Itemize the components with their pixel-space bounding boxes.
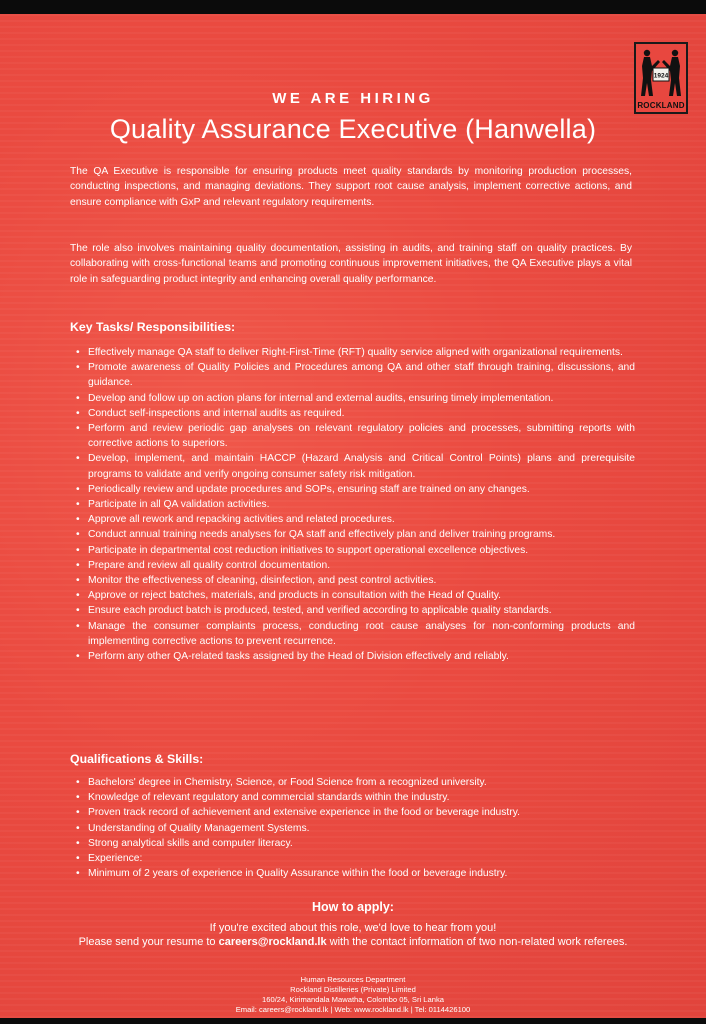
footer-company: Rockland Distilleries (Private) Limited	[290, 985, 416, 994]
top-frame-bar	[0, 0, 706, 14]
list-item: • Strong analytical skills and computer literacy.	[88, 836, 635, 851]
company-footer	[0, 975, 706, 1015]
job-title: Quality Assurance Executive (Hanwella)	[109, 114, 597, 144]
list-item: • Proven track record of achievement and extensive experience in the food or beverage industry.	[88, 805, 635, 820]
list-item: • Ensure each product batch is produced, tested, and verified according to applicable quality standards.	[88, 603, 635, 618]
footer-department: Human Resources Department	[300, 975, 406, 984]
list-item: • Bachelors' degree in Chemistry, Science, or Food Science from a recognized university.	[88, 775, 635, 790]
apply-line-2-prefix: Please send your resume to	[78, 936, 219, 948]
list-item: • Approve all rework and repacking activities and related procedures.	[88, 512, 635, 527]
list-item: • Develop, implement, and maintain HACCP (Hazard Analysis and Critical Control Points) plans and prerequisite programs to validate and verify ongoing consumer safety risk mitigation.	[88, 451, 635, 481]
careers-email-link[interactable]: careers@rockland.lk	[218, 936, 327, 948]
apply-line-1: If you're excited about this role, we'd love to hear from you!	[209, 922, 497, 934]
list-item: • Monitor the effectiveness of cleaning, disinfection, and pest control activities.	[88, 573, 635, 588]
bottom-frame-bar	[0, 1018, 706, 1024]
qualifications-heading: Qualifications & Skills:	[70, 752, 204, 766]
list-item: • Participate in all QA validation activities.	[88, 497, 635, 512]
list-item: • Promote awareness of Quality Policies and Procedures among QA and other staff through training, discussions, and guidance.	[88, 360, 635, 390]
list-item: • Perform any other QA-related tasks assigned by the Head of Division effectively and reliably.	[88, 649, 635, 664]
list-item: • Participate in departmental cost reduction initiatives to support operational excellence objectives.	[88, 543, 635, 558]
list-item: • Experience:	[88, 851, 635, 866]
intro-paragraph-2: The role also involves maintaining quality documentation, assisting in audits, and training staff on quality practices. By collaborating with cross-functional teams and promoting continuous improvement initiatives, the QA Executive plays a vital role in safeguarding product integrity and enhancing overall quality performance.	[70, 243, 632, 285]
footer-address: 160/24, Kirimandala Mawatha, Colombo 05, Sri Lanka	[262, 995, 444, 1004]
intro-paragraph-1: The QA Executive is responsible for ensuring products meet quality standards by monitoring production processes, conducting inspections, and managing deviations. They support root cause analysis, implement corrective actions, and ensure compliance with GxP and relevant regulatory requirements.	[70, 166, 632, 208]
responsibilities-heading: Key Tasks/ Responsibilities:	[70, 320, 236, 334]
list-item: • Perform and review periodic gap analyses on relevant regulatory policies and processes, submitting reports with corrective actions to superiors.	[88, 421, 635, 451]
list-item: • Conduct self-inspections and internal audits as required.	[88, 406, 635, 421]
list-item: • Minimum of 2 years of experience in Quality Assurance within the food or beverage industry.	[88, 866, 635, 881]
list-item: • Develop and follow up on action plans for internal and external audits, ensuring timely implementation.	[88, 391, 635, 406]
list-item: • Approve or reject batches, materials, and products in consultation with the Head of Quality.	[88, 588, 635, 603]
apply-line-2-suffix: with the contact information of two non-related work referees.	[326, 936, 628, 948]
apply-instructions	[70, 921, 636, 949]
footer-contact: Email: careers@rockland.lk | Web: www.rockland.lk | Tel: 0114426100	[235, 1005, 471, 1014]
we-are-hiring-label: WE ARE HIRING	[272, 90, 434, 107]
list-item: • Knowledge of relevant regulatory and commercial standards within the industry.	[88, 790, 635, 805]
list-item: • Conduct annual training needs analyses for QA staff and effectively plan and deliver training programs.	[88, 527, 635, 542]
apply-line-2	[70, 935, 636, 949]
list-item: • Periodically review and update procedures and SOPs, ensuring staff are trained on any changes.	[88, 482, 635, 497]
list-item: • Prepare and review all quality control documentation.	[88, 558, 635, 573]
list-item: • Understanding of Quality Management Systems.	[88, 821, 635, 836]
job-poster	[0, 14, 706, 1018]
list-item: • Effectively manage QA staff to deliver Right-First-Time (RFT) quality service aligned with organizational requirements.	[88, 345, 635, 360]
responsibilities-list	[88, 345, 635, 664]
how-to-apply-heading: How to apply:	[312, 900, 394, 914]
logo-year: 1924	[653, 72, 669, 80]
logo-brand-text: ROCKLAND	[637, 101, 685, 110]
list-item: • Manage the consumer complaints process, conducting root cause analyses for non-conforming products and implementing corrective actions to prevent recurrence.	[88, 619, 635, 649]
qualifications-list	[88, 775, 635, 881]
